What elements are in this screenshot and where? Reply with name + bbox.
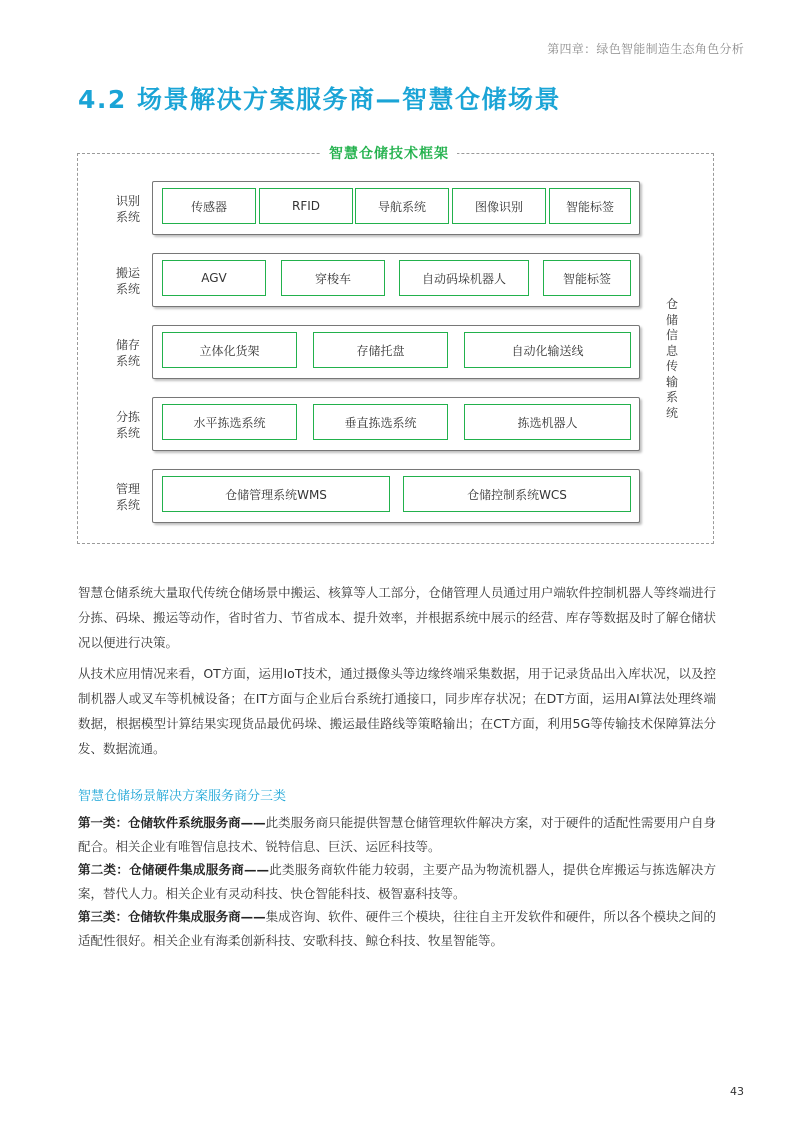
row-label-management: 管理系统 <box>115 482 140 512</box>
category-item-1 <box>78 811 716 858</box>
cell-navigation-system: 导航系统 <box>355 188 449 224</box>
paragraph-technology: 从技术应用情况来看，OT方面，运用IoT技术，通过摄像头等边缘终端采集数据，用于记录货品出入库状况，以及控制机器人或叉车等机械设备；在IT方面与企业后台系统打通接口，同步库存状况；在DT方面，运用AI算法处理终端数据，根据模型计算结果实现货品最优码垛、搬运最佳路线等策略输出；在CT方面，利用5G等传输技术保障算法分发、数据流通。 <box>78 666 716 756</box>
cell-sensor: 传感器 <box>162 188 256 224</box>
row-label-handling: 搬运系统 <box>115 266 140 296</box>
cell-conveyor-line: 自动化输送线 <box>464 332 631 368</box>
cell-agv: AGV <box>162 260 266 296</box>
row-handling <box>152 253 640 307</box>
cell-rfid: RFID <box>259 188 353 224</box>
section-heading: 智慧仓储场景解决方案服务商分三类 <box>78 789 287 804</box>
framework-title: 智慧仓储技术框架 <box>321 143 457 163</box>
paragraph-overview: 智慧仓储系统大量取代传统仓储场景中搬运、核算等人工部分，仓储管理人员通过用户端软件控制机器人等终端进行分拣、码垛、搬运等动作，省时省力、节省成本、提升效率，并根据系统中展示的经营、库存等数据及时了解仓储状况以便进行决策。 <box>78 585 716 650</box>
category-prefix: 第一类：仓储软件系统服务商—— <box>78 815 266 830</box>
category-text: 此类服务商只能提供智慧仓储管理软件解决方案，对于硬件的适配性需要用户自身配合。相关企业有唯智信息技术、锐特信息、巨沃、运匠科技等。 <box>78 815 716 854</box>
category-item-2 <box>78 858 716 905</box>
cell-storage-pallet: 存储托盘 <box>313 332 448 368</box>
cell-wcs: 仓储控制系统WCS <box>403 476 631 512</box>
cell-picking-robot: 拣选机器人 <box>464 404 631 440</box>
category-prefix: 第三类：仓储软件集成服务商—— <box>78 909 266 924</box>
row-label-identification: 识别系统 <box>115 194 140 224</box>
side-label-transmission: 仓储信息传输系统 <box>665 297 678 420</box>
cell-smart-tag-2: 智能标签 <box>543 260 631 296</box>
cell-vertical-picking: 垂直拣选系统 <box>313 404 448 440</box>
cell-shuttle: 穿梭车 <box>281 260 385 296</box>
category-list <box>78 811 716 952</box>
row-identification <box>152 181 640 235</box>
cell-wms: 仓储管理系统WMS <box>162 476 390 512</box>
cell-palletizing-robot: 自动码垛机器人 <box>399 260 529 296</box>
cell-stereo-shelf: 立体化货架 <box>162 332 297 368</box>
row-label-sorting: 分拣系统 <box>115 410 140 440</box>
row-storage <box>152 325 640 379</box>
cell-horizontal-picking: 水平拣选系统 <box>162 404 297 440</box>
category-text: 此类服务商软件能力较弱，主要产品为物流机器人，提供仓库搬运与拣选解决方案，替代人力。相关企业有灵动科技、快仓智能科技、极智嘉科技等。 <box>78 862 716 901</box>
cell-smart-tag: 智能标签 <box>549 188 631 224</box>
row-sorting <box>152 397 640 451</box>
category-text: 集成咨询、软件、硬件三个模块，往往自主开发软件和硬件，所以各个模块之间的适配性很好。相关企业有海柔创新科技、安歌科技、鲸仓科技、牧星智能等。 <box>78 909 716 948</box>
page-number: 43 <box>730 1085 744 1098</box>
row-management <box>152 469 640 523</box>
chapter-header: 第四章：绿色智能制造生态角色分析 <box>547 42 744 56</box>
category-item-3 <box>78 905 716 952</box>
category-prefix: 第二类：仓储硬件集成服务商—— <box>78 862 270 877</box>
row-label-storage: 储存系统 <box>115 338 140 368</box>
cell-image-recognition: 图像识别 <box>452 188 546 224</box>
page-title: 4.2 场景解决方案服务商—智慧仓储场景 <box>78 85 561 114</box>
